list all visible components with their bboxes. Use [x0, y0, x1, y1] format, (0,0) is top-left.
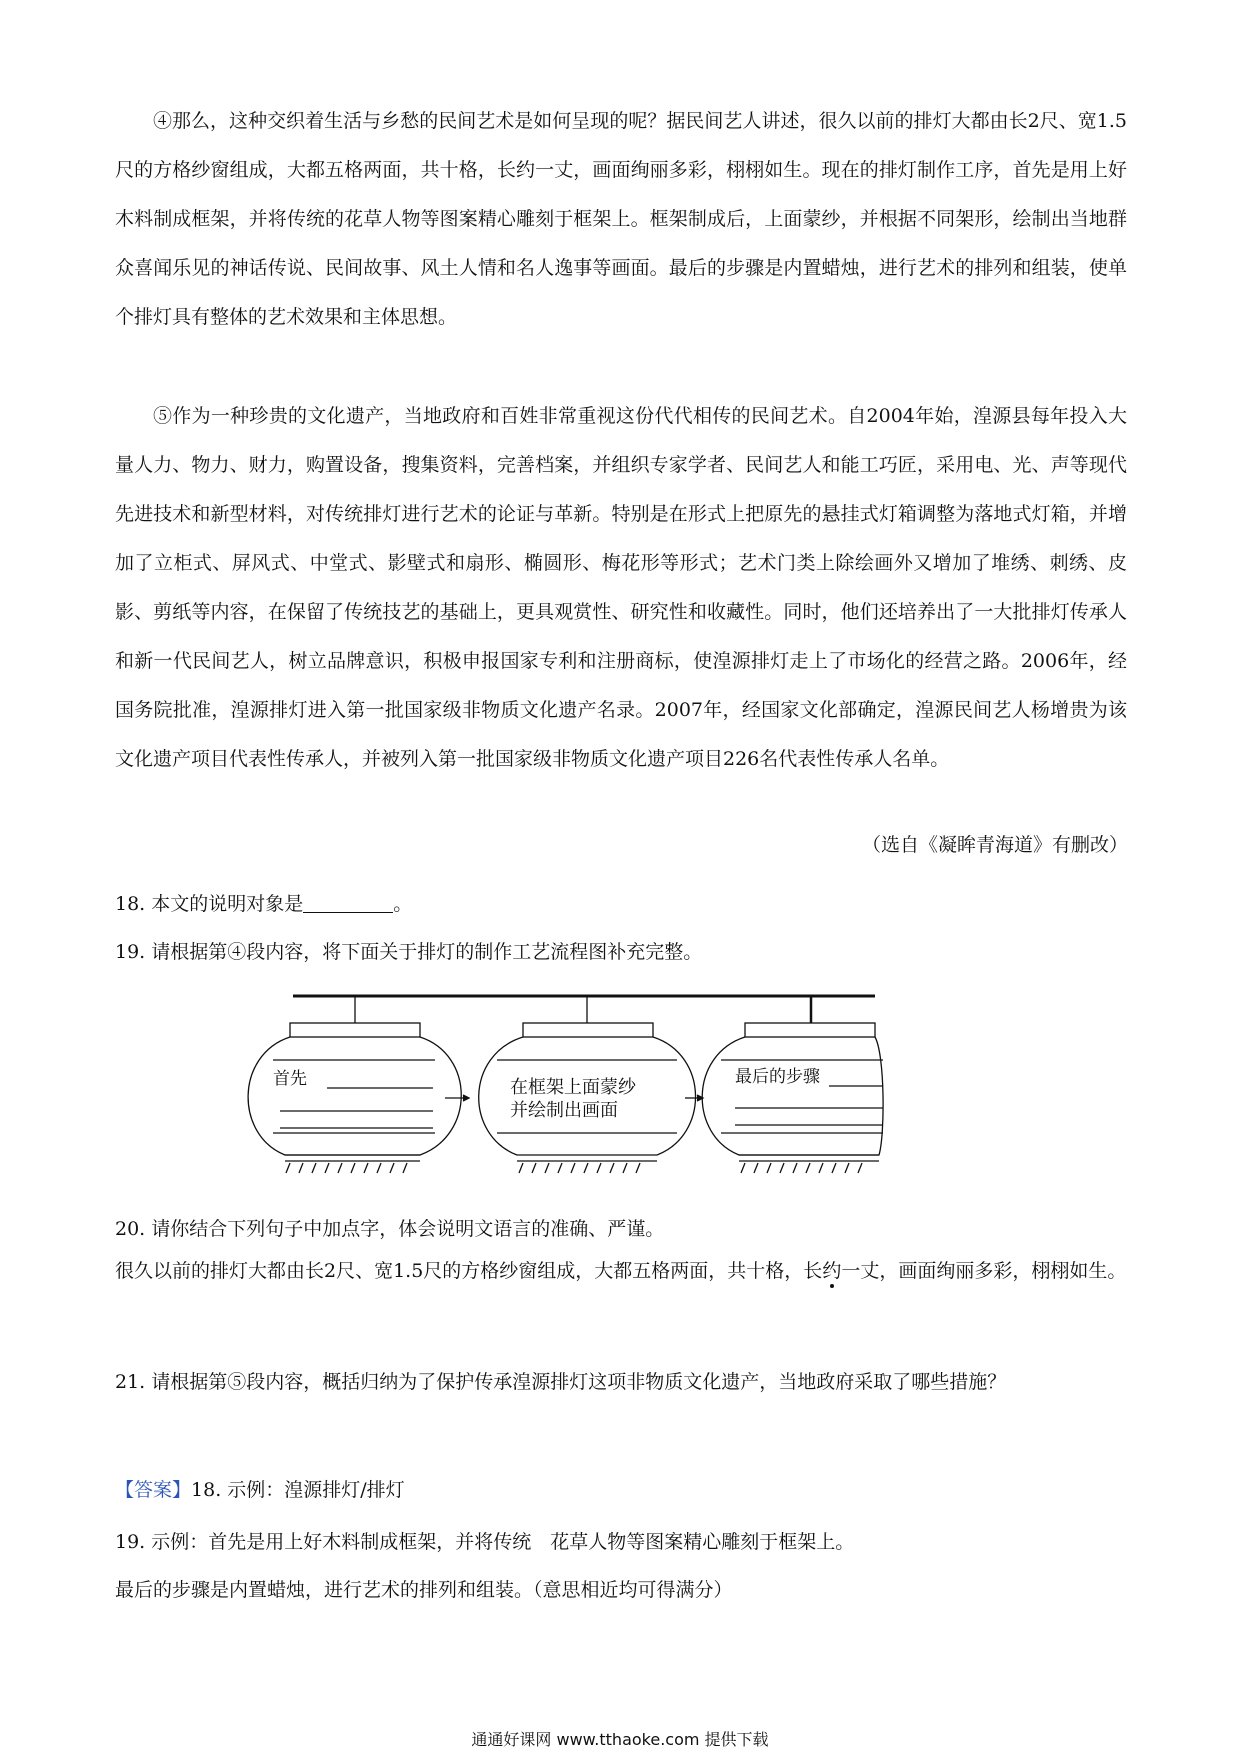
- question-19: 19. 请根据第④段内容，将下面关于排灯的制作工艺流程图补充完整。: [115, 941, 703, 963]
- answer-19-line-2: 最后的步骤是内置蜡烛，进行艺术的排列和组装。（意思相近均可得满分）: [115, 1579, 733, 1601]
- sentence-part-1: 很久以前的排灯大都由长2尺、宽1.5尺的方格纱窗组成，大都五格两面，共十格，长: [115, 1260, 823, 1282]
- page-footer: 通通好课网 www.tthaoke.com 提供下载: [471, 1730, 769, 1749]
- lantern-3: [702, 1023, 883, 1173]
- question-18-text: 18. 本文的说明对象是: [115, 893, 304, 915]
- sentence-part-2: 一丈，画面绚丽多彩，栩栩如生。: [841, 1260, 1127, 1282]
- lantern-3-label: 最后的步骤: [735, 1067, 820, 1087]
- answer-blank: [303, 893, 393, 913]
- paragraph-4: ④那么，这种交织着生活与乡愁的民间艺术是如何呈现的呢？据民间艺人讲述，很久以前的排灯大都由长2尺、宽1.5尺的方格纱窗组成，大都五格两面，共十格，长约一丈，画面绚丽多彩，栩栩如生。现在的排灯制作工序，首先是用上好木料制成框架，并将传统的花草人物等图案精心雕刻于框架上。框架制成后，上面蒙纱，并根据不同架形，绘制出当地群众喜闻乐见的神话传说、民间故事、风土人情和名人逸事等画面。最后的步骤是内置蜡烛，进行艺术的排列和组装，使单个排灯具有整体的艺术效果和主体思想。: [115, 110, 1127, 328]
- lantern-2-line-2: 并绘制出画面: [510, 1100, 618, 1121]
- answer-18: [115, 1466, 1127, 1515]
- lantern-2-line-1: 在框架上面蒙纱: [510, 1077, 636, 1098]
- question-20: 20. 请你结合下列句子中加点字，体会说明文语言的准确、严谨。: [115, 1218, 665, 1240]
- lantern-1: [248, 1023, 461, 1173]
- paragraph-5: ⑤作为一种珍贵的文化遗产，当地政府和百姓非常重视这份代代相传的民间艺术。自2004年始，湟源县每年投入大量人力、物力、财力，购置设备，搜集资料，完善档案，并组织专家学者、民间艺人和能工巧匠，采用电、光、声等现代先进技术和新型材料，对传统排灯进行艺术的论证与革新。特别是在形式上把原先的悬挂式灯箱调整为落地式灯箱，并增加了立柜式、屏风式、中堂式、影壁式和扇形、椭圆形、梅花形等形式；艺术门类上除绘画外又增加了堆绣、刺绣、皮影、剪纸等内容，在保留了传统技艺的基础上，更具观赏性、研究性和收藏性。同时，他们还培养出了一大批排灯传承人和新一代民间艺人，树立品牌意识，积极申报国家专利和注册商标，使湟源排灯走上了市场化的经营之路。2006年，经国务院批准，湟源排灯进入第一批国家级非物质文化遗产名录。2007年，经国家文化部确定，湟源民间艺人杨增贵为该文化遗产项目代表性传承人，并被列入第一批国家级非物质文化遗产项目226名代表性传承人名单。: [115, 405, 1127, 770]
- answer-18-text: 18. 示例：湟源排灯/排灯: [191, 1479, 405, 1501]
- dotted-character: 约: [822, 1260, 842, 1282]
- question-18: [115, 880, 1127, 929]
- lantern-1-label: 首先: [273, 1069, 307, 1089]
- answer-19-line-1: 19. 示例：首先是用上好木料制成框架，并将传统 花草人物等图案精心雕刻于框架上。: [115, 1531, 855, 1553]
- source-citation: （选自《凝眸青海道》有删改）: [861, 834, 1128, 856]
- lantern-2: [479, 1023, 696, 1173]
- question-21: 21. 请根据第⑤段内容，概括归纳为了保护传承湟源排灯这项非物质文化遗产，当地政府采取了哪些措施？: [115, 1371, 1007, 1393]
- question-20-sentence: [115, 1244, 1127, 1298]
- process-flow-diagram: [245, 985, 885, 1185]
- answer-tag: 【答案】: [115, 1479, 192, 1501]
- question-18-end: 。: [393, 893, 413, 915]
